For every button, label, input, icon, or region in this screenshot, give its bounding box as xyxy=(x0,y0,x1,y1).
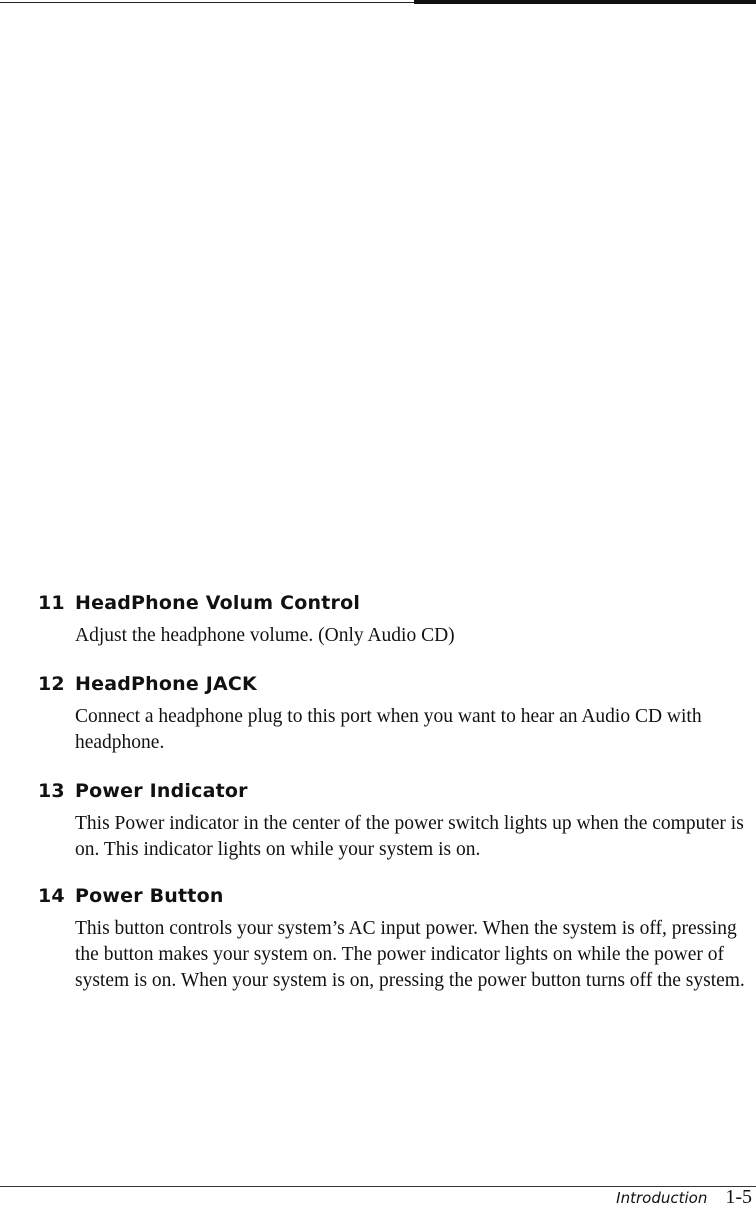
section-number: 14 xyxy=(38,885,65,907)
section-title: Power Button xyxy=(75,885,224,907)
section-heading xyxy=(38,779,754,803)
section-power-indicator xyxy=(38,779,754,863)
section-headphone-volume-control xyxy=(38,591,754,649)
section-body: This button controls your system’s AC input power. When the system is off, pressing the button makes your system on. The power indicator lights on while the power of system is on. When your system is on, pressing the power button turns off the system. xyxy=(75,918,745,991)
section-body: Adjust the headphone volume. (Only Audio CD) xyxy=(75,625,455,646)
section-title: HeadPhone JACK xyxy=(75,673,257,695)
section-number: 12 xyxy=(38,673,65,695)
section-number: 11 xyxy=(38,592,65,614)
section-heading xyxy=(38,672,754,696)
header-rule-thin xyxy=(0,2,414,3)
section-title: HeadPhone Volum Control xyxy=(75,592,361,614)
section-power-button xyxy=(38,884,754,994)
section-headphone-jack xyxy=(38,672,754,756)
section-heading xyxy=(38,884,754,908)
section-title: Power Indicator xyxy=(75,780,248,802)
section-heading xyxy=(38,591,754,615)
section-body: This Power indicator in the center of the power switch lights up when the computer is on. This indicator lights on while your system is on. xyxy=(75,813,744,860)
page-footer xyxy=(616,1188,752,1207)
footer-chapter-label: Introduction xyxy=(616,1189,708,1207)
footer-page-number: 1-5 xyxy=(725,1186,752,1208)
header-rule-thick xyxy=(414,0,756,4)
section-body: Connect a headphone plug to this port when you want to hear an Audio CD with headphone. xyxy=(75,706,702,753)
section-number: 13 xyxy=(38,780,65,802)
footer-rule xyxy=(0,1186,756,1187)
